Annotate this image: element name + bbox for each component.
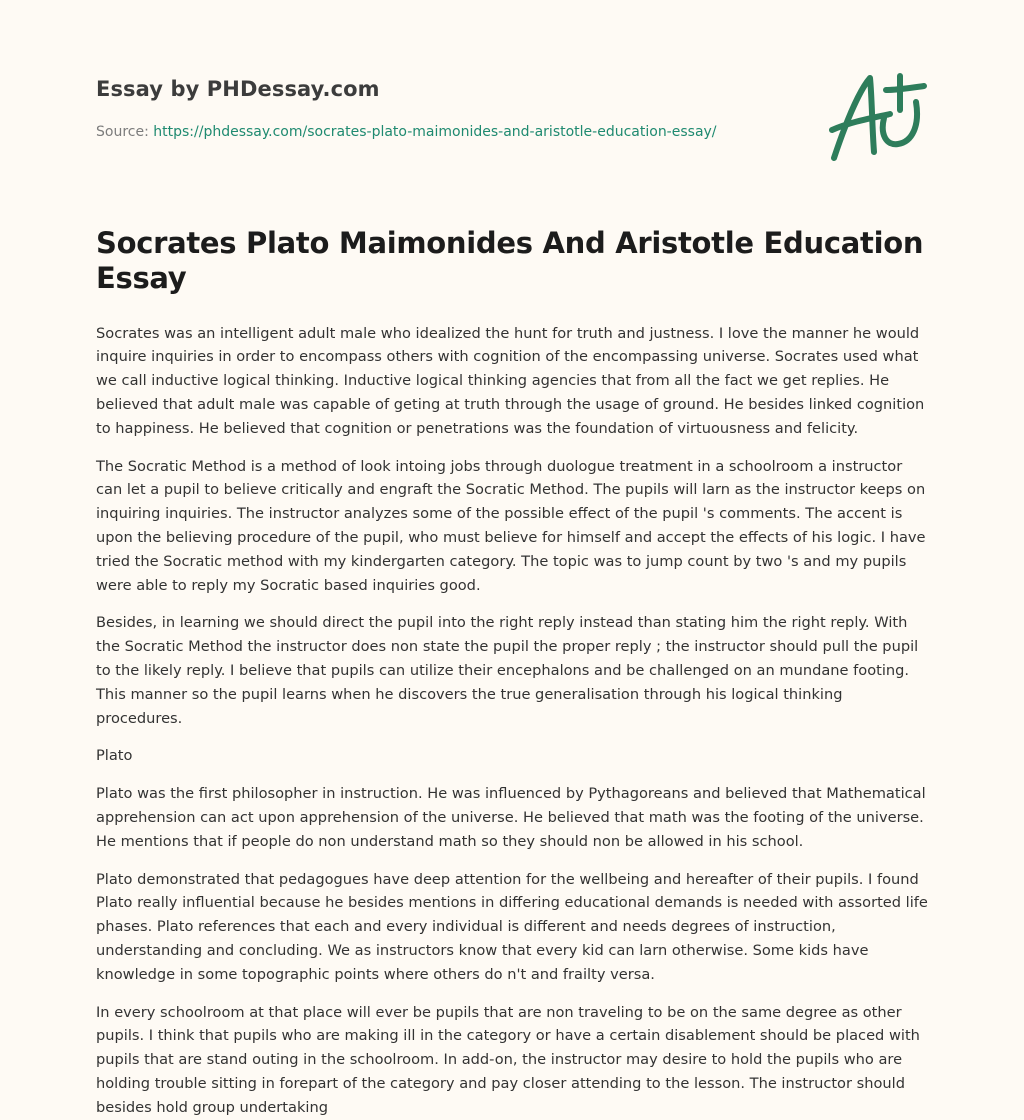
essay-paragraph: Plato was the first philosopher in instruction. He was influenced by Pythagoreans and believed that Mathematical apprehension can act upon apprehension of the universe. He believed that math was the footing of the universe. He mentions that if people do non understand math so they should non be allowed in his school.	[96, 785, 926, 850]
essay-title: Socrates Plato Maimonides And Aristotle Education Essay	[96, 226, 924, 295]
site-brand: Essay by PHDessay.com	[96, 77, 380, 101]
essay-paragraph: The Socratic Method is a method of look intoing jobs through duologue treatment in a schoolroom a instructor can let a pupil to believe critically and engraft the Socratic Method. The pupils will larn as the instructor keeps on inquiring inquiries. The instructor analyzes some of the possible effect of the pupil 's comments. The accent is upon the believing procedure of the pupil, who must believe for himself and accept the effects of his logic. I have tried the Socratic method with my kindergarten category. The topic was to jump count by two 's and my pupils were able to reply my Socratic based inquiries good.	[96, 457, 926, 594]
source-link[interactable]: https://phdessay.com/socrates-plato-maimonides-and-aristotle-education-essay/	[153, 124, 717, 140]
essay-body	[96, 322, 928, 1120]
a-plus-grade-icon	[828, 70, 928, 162]
section-heading-plato: Plato	[96, 747, 133, 765]
essay-paragraph: Besides, in learning we should direct the pupil into the right reply instead than stating him the right reply. With the Socratic Method the instructor does non state the pupil the proper reply ; the instructor should pull the pupil to the likely reply. I believe that pupils can utilize their encephalons and be challenged on an mundane footing. This manner so the pupil learns when he discovers the true generalisation through his logical thinking procedures.	[96, 614, 919, 727]
essay-paragraph: In every schoolroom at that place will ever be pupils that are non traveling to be on the same degree as other pupils. I think that pupils who are making ill in the category or have a certain disablement should be placed with pupils that are stand outing in the schoolroom. In add-on, the instructor may desire to hold the pupils who are holding trouble sitting in forepart of the category and pay closer attending to the lesson. The instructor should besides hold group undertaking	[96, 1003, 920, 1116]
essay-paragraph: Plato demonstrated that pedagogues have deep attention for the wellbeing and hereafter of their pupils. I found Plato really influential because he besides mentions in differing educational demands is needed with assorted life phases. Plato references that each and every individual is different and needs degrees of instruction, understanding and concluding. We as instructors know that every kid can larn otherwise. Some kids have knowledge in some topographic points where others do n't and frailty versa.	[96, 870, 928, 983]
source-label: Source:	[96, 124, 154, 140]
source-line	[96, 124, 717, 140]
page-header	[96, 0, 928, 200]
essay-paragraph: Socrates was an intelligent adult male who idealized the hunt for truth and justness. I love the manner he would inquire inquiries in order to encompass others with cognition of the encompassing universe. Socrates used what we call inductive logical thinking. Inductive logical thinking agencies that from all the fact we get replies. He believed that adult male was capable of geting at truth through the usage of ground. He besides linked cognition to happiness. He believed that cognition or penetrations was the foundation of virtuousness and felicity.	[96, 324, 925, 437]
